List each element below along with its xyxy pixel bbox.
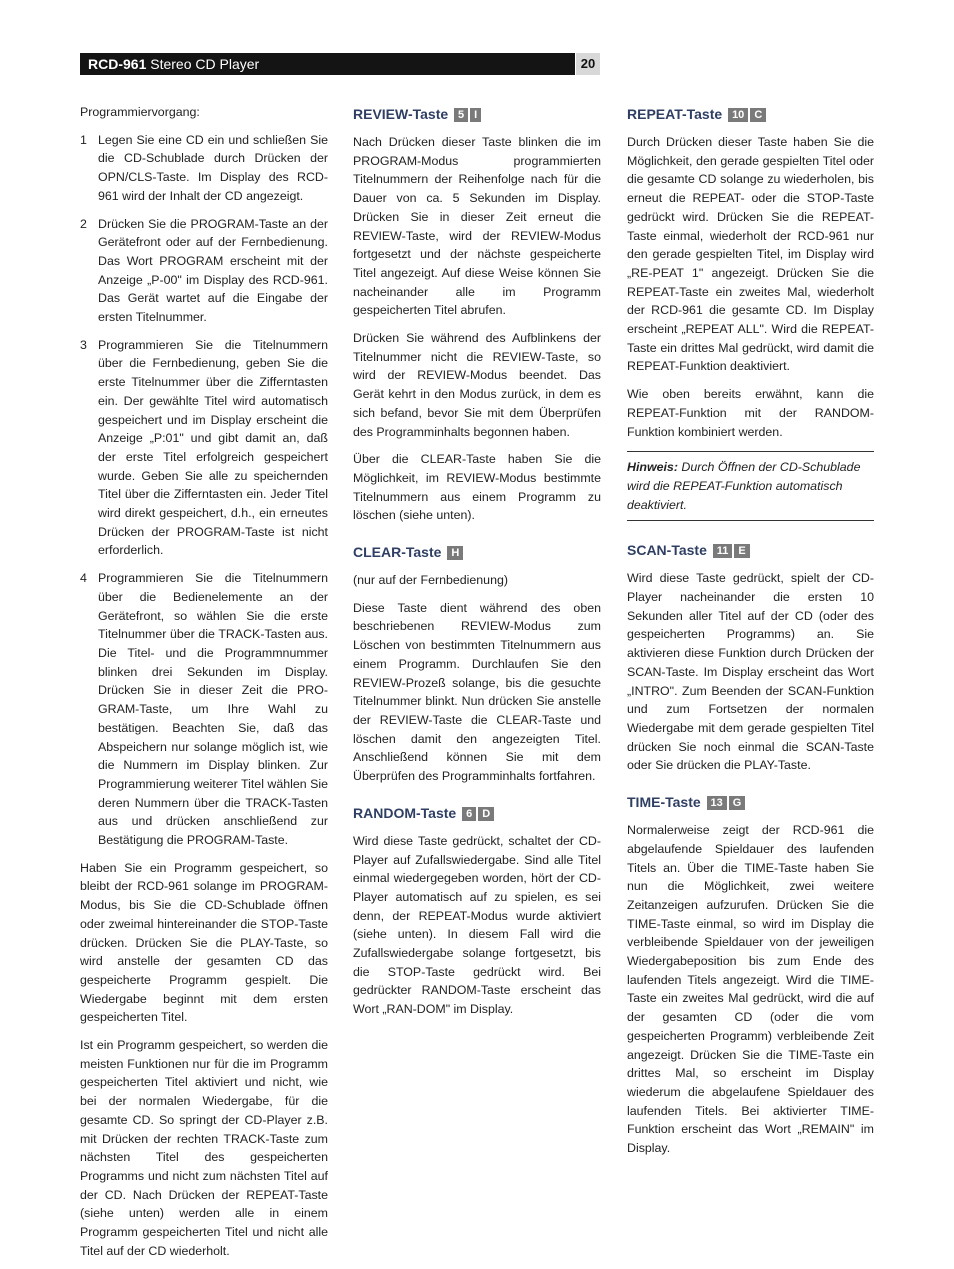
- note-box: [627, 451, 874, 521]
- heading-text: SCAN-Taste: [627, 542, 707, 559]
- paragraph: Über die CLEAR-Taste haben Sie die Möglichkeit, im REVIEW-Modus bestimmte Titelnummern aus einem Programm zu löschen (siehe unten).: [353, 452, 601, 523]
- key-badge: C: [750, 108, 766, 122]
- paragraph: Ist ein Programm gespeichert, so werden die meisten Funktionen nur für die im Programm gespeicherten Titel aktiviert und nicht, wie bei der normalen Wiedergabe, für die gesamte CD. So springt der CD-Player z.B. mit Drücken der rechten TRACK-Taste zum nächsten Titel des gespeicherten Programms und nicht zum nächsten Titel auf der CD. Nach Drücken der REPEAT-Taste (siehe unten) werden alle in einem Programm gespeicherten Titel und nicht alle Titel auf der CD wiederholt.: [80, 1038, 328, 1258]
- key-badge: I: [470, 108, 481, 122]
- paragraph: Wie oben bereits erwähnt, kann die REPEAT-Funktion mit der RANDOM-Funktion kombiniert werden.: [627, 387, 874, 439]
- paragraph: Nach Drücken dieser Taste blinken die im PROGRAM-Modus programmierten Titelnummern der Reihenfolge nach für die Dauer von ca. 5 Sekunden im Display. Drücken Sie in dieser Zeit erneut die REVIEW-Taste, wird der REVIEW-Modus fortgesetzt und der nächste gespeicherte Titel angezeigt. Auf diese Weise können Sie nacheinander alle im Programm gespeicherten Titel abrufen.: [353, 135, 601, 318]
- paragraph: Wird diese Taste gedrückt, spielt der CD-Player nacheinander die ersten 10 Sekunden aller Titel auf der CD (oder des gespeicherten Programms) an. Sie aktivieren diese Funktion durch Drücken der SCAN-Taste. Im Display erscheint das Wort „INTRO". Zum Beenden der SCAN-Funktion und zum Fortsetzen der normalen Wiedergabe mit dem gerade gespielten Titel drücken Sie noch einmal die SCAN-Taste oder Sie drücken die PLAY-Taste.: [627, 571, 874, 773]
- heading-text: RANDOM-Taste: [353, 804, 457, 821]
- model-name: RCD-961: [88, 56, 147, 72]
- column-left: [80, 103, 328, 1269]
- column-middle: [353, 103, 601, 1028]
- column-right: [627, 103, 874, 1167]
- paragraph: Wird diese Taste gedrückt, schaltet der CD-Player auf Zufallswiedergabe. Sind alle Titel einmal wiedergegeben worden, hört der CD-Player automatisch auf zu spielen, es sei denn, der REPEAT-Modus wurde aktiviert (siehe unten). In diesem Fall wird die Zufallswiedergabe solange fortgesetzt, bis die STOP-Taste gedrückt wird. Bei gedrückter RANDOM-Taste erscheint das Wort „RAN-DOM" im Display.: [353, 833, 601, 1017]
- product-name: Stereo CD Player: [146, 56, 260, 72]
- list-item: [80, 215, 328, 327]
- key-badge: 11: [713, 544, 733, 558]
- key-badge: 13: [707, 796, 727, 810]
- step-text: Drücken Sie die PROGRAM-Taste an der Gerätefront oder auf der Fernbedienung. Das Wort PROGRAM erscheint mit der Anzeige „P-00" im Display des RCD-961. Das Gerät wartet auf die Eingabe der ersten Titelnummer.: [98, 216, 328, 325]
- heading-text: TIME-Taste: [627, 794, 701, 811]
- step-number: 2: [80, 216, 87, 231]
- paragraph: Durch Drücken dieser Taste haben Sie die Möglichkeit, den gerade gespielten Titel oder die gesamte CD solange zu wiederholen, bis erneut die REPEAT- oder die STOP-Taste gedrückt wird. Drücken Sie die REPEAT-Taste einmal, wiederholt der RCD-961 nur den gerade gespielten Titel, im Display wird „RE-PEAT 1" angezeigt. Drücken Sie die REPEAT-Taste ein zweites Mal, wiederholt der RCD-961 die gesamte CD. Im Display erscheint „REPEAT ALL". Wird die REPEAT-Taste ein drittes Mal gedrückt, wird damit die REPEAT-Funktion deaktiviert.: [627, 135, 874, 374]
- step-number: 4: [80, 571, 87, 586]
- key-badge: H: [447, 546, 463, 560]
- step-text: Legen Sie eine CD ein und schließen Sie die CD-Schublade durch Drücken der OPN/CLS-Taste. Im Display des RCD-961 wird der Inhalt der CD angezeigt.: [98, 132, 328, 203]
- key-badge: 10: [728, 108, 748, 122]
- key-badge: D: [478, 807, 494, 821]
- paragraph: Diese Taste dient während des oben beschriebenen REVIEW-Modus zum Löschen von bestimmten Titelnummern aus einem Programm. Durchlaufen Sie den REVIEW-Prozeß solange, bis die gesuchte Titelnummer blinkt. Nun drücken Sie anstelle der REVIEW-Taste die CLEAR-Taste und löschen damit den angezeigten Titel. Anschließend können Sie mit dem Überprüfen des Programminhalts fortfahren.: [353, 600, 601, 784]
- step-text: Programmieren Sie die Titelnummern über die Fernbedienung, geben Sie die erste Titelnummer über die Zifferntasten ein. Der gewählte Titel wird automatisch gespeichert und im Display erscheint die Anzeige „P:01" und gibt damit an, daß der erste Titel erfolgreich gespeichert wurde. Geben Sie alle zu speichernden Titel über die Zifferntasten ein. Jeder Titel wird direkt gespeichert, d.h., ein erneutes Drücken der PROGRAM-Taste ist nicht erforderlich.: [98, 337, 328, 558]
- list-item: [80, 336, 328, 560]
- review-heading: [353, 103, 601, 125]
- key-badge: 5: [454, 108, 468, 122]
- step-number: 1: [80, 132, 87, 147]
- key-badge: G: [729, 796, 746, 810]
- heading-text: REVIEW-Taste: [353, 106, 449, 122]
- key-badge: 6: [462, 807, 476, 821]
- key-badge: E: [734, 544, 749, 558]
- note-label: Hinweis:: [627, 460, 678, 475]
- page-number: 20: [576, 53, 600, 75]
- list-item: [80, 131, 328, 206]
- intro-text: Programmiervorgang:: [80, 105, 200, 119]
- scan-heading: [627, 539, 874, 561]
- clear-heading: [353, 541, 601, 563]
- heading-text: REPEAT-Taste: [627, 106, 723, 122]
- paragraph: Haben Sie ein Programm gespeichert, so bleibt der RCD-961 solange im PROGRAM-Modus, bis Sie die CD-Schublade öffnen oder zweimal hintereinander die STOP-Taste drücken. Drücken Sie die PLAY-Taste, so wird anstelle der gesamten CD das gespeicherte Programm gespielt. Die Wiedergabe beginnt mit dem ersten gespeicherten Titel.: [80, 860, 328, 1025]
- paragraph: Drücken Sie während des Aufblinkens der Titelnummer nicht die REVIEW-Taste, so wird der REVIEW-Modus beendet. Das Gerät kehrt in den Modus zurück, in dem es sich befand, bevor Sie mit dem Überprüfen des Programminhalts begonnen haben.: [353, 331, 601, 439]
- note-text: Durch Öffnen der CD-Schublade wird die REPEAT-Funktion automatisch deaktiviert.: [627, 460, 861, 512]
- repeat-heading: [627, 103, 874, 125]
- step-text: Programmieren Sie die Titelnummern über die Bedienelemente an der Gerätefront, so wählen Sie die erste Titelnummer über die TRACK-Tasten aus. Die Titel- und die Programmnummer blinken drei Sekunden im Display. Drücken Sie in dieser Zeit die PRO-GRAM-Taste, um Ihre Wahl zu bestätigen. Beachten Sie, daß das Abspeichern nur solange möglich ist, wie die Nummern im Display blinken. Zur Programmierung weiterer Titel wählen Sie deren Nummern über die TRACK-Tasten aus und drücken anschließend zur Bestätigung die PROGRAM-Taste.: [98, 571, 329, 848]
- paragraph: Normalerweise zeigt der RCD-961 die abgelaufende Spieldauer des laufenden Titels an. Über die TIME-Taste haben Sie nun die Möglichkeit, zwei weitere Zeitanzeigen aufzurufen. Drücken Sie die TIME-Taste einmal, so wird im Display die verbleibende Spieldauer von der jeweiligen Wiedergabeposition bis zum Ende des laufenden Titels angezeigt. Wird die TIME-Taste ein zweites Mal gedrückt, wird die auf der gesamten CD (oder die vom gespeicherten Programm) verbleibende Zeit angezeigt. Drücken Sie die TIME-Taste ein drittes Mal, so erscheint im Display wiederum die abgelaufene Spieldauer des laufenden Titels. Bei aktivierter TIME-Funktion erscheint das Wort „REMAIN" im Display.: [627, 823, 874, 1156]
- step-number: 3: [80, 337, 87, 352]
- heading-text: CLEAR-Taste: [353, 544, 442, 561]
- time-heading: [627, 791, 874, 813]
- page-header: [80, 53, 575, 75]
- list-item: [80, 569, 328, 850]
- paragraph: (nur auf der Fernbedienung): [353, 573, 508, 588]
- random-heading: [353, 802, 601, 824]
